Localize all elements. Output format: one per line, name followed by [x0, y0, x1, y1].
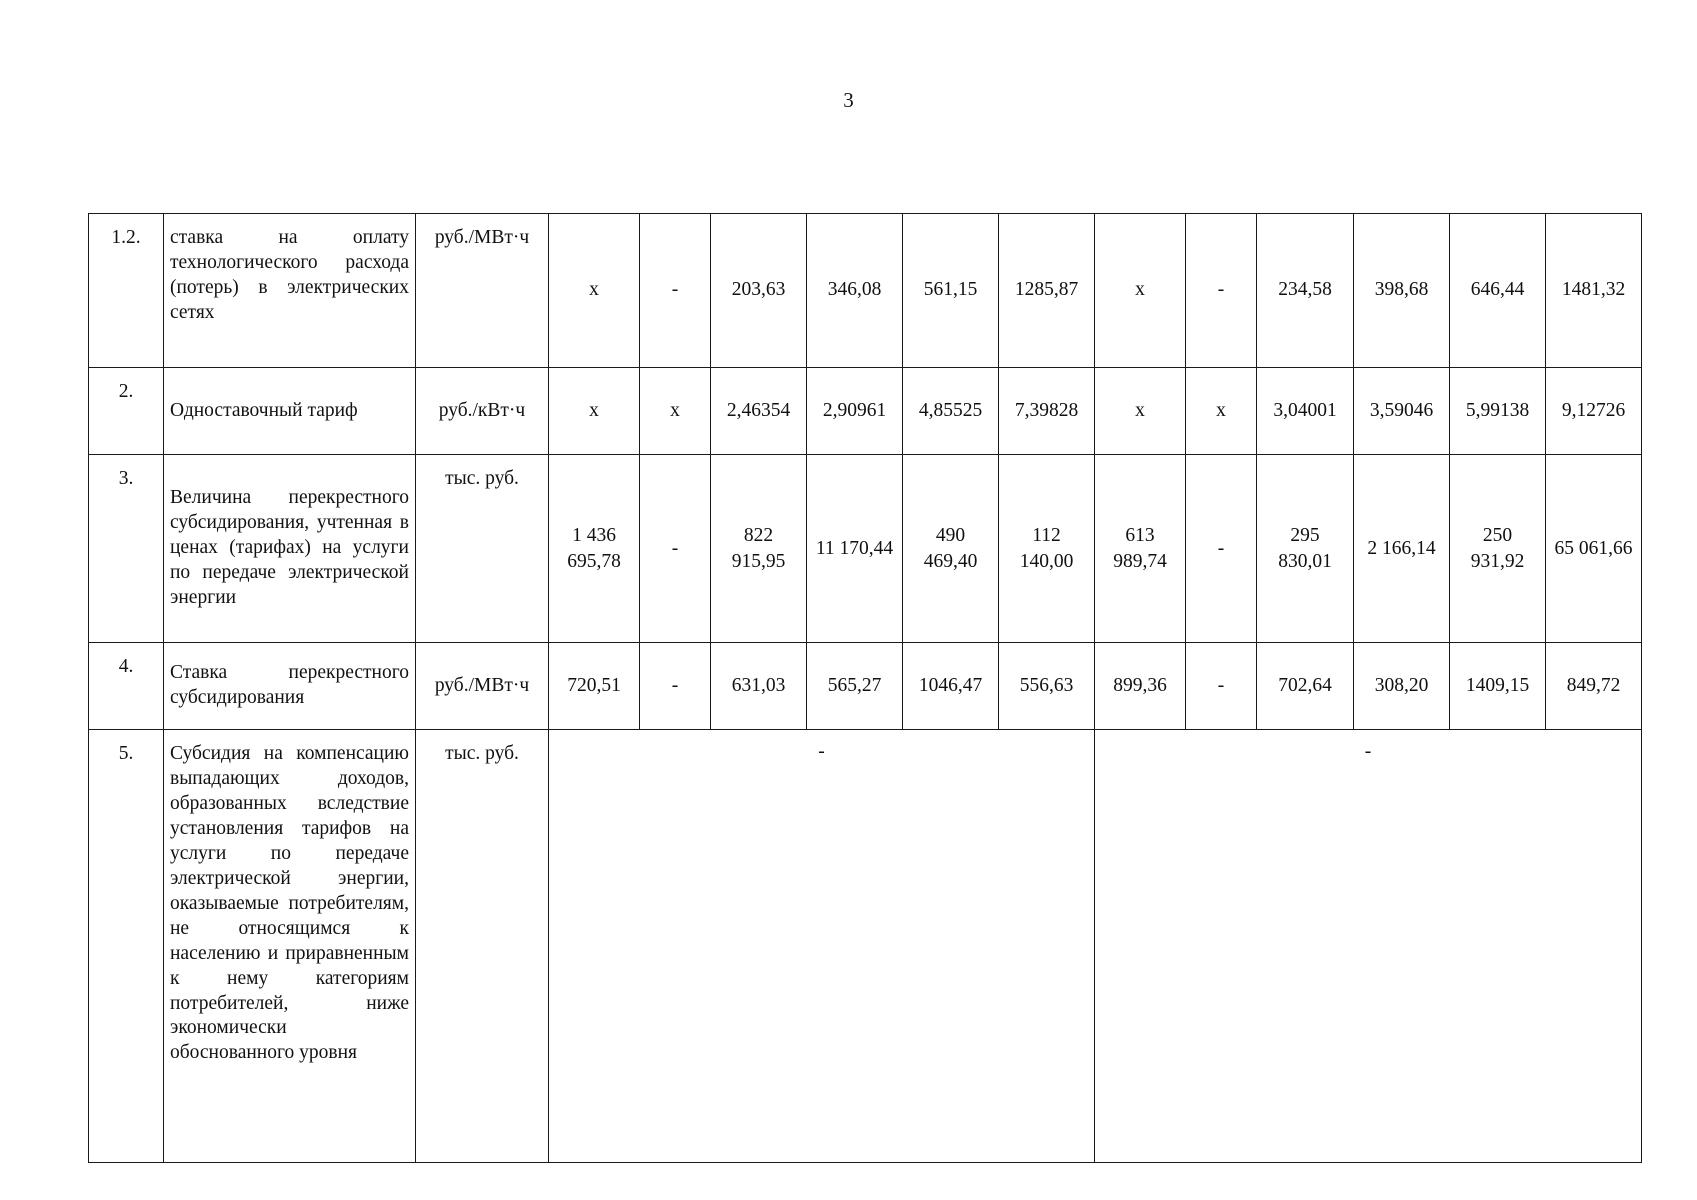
row-description: Ставка перекрестного субсидирования — [164, 643, 416, 730]
value-cell: 3,04001 — [1257, 368, 1354, 455]
row-number: 3. — [89, 455, 164, 643]
row-description: Величина перекрестного субсидирования, учтенная в ценах (тарифах) на услуги по передаче электрической энергии — [164, 455, 416, 643]
value-cell: - — [640, 643, 711, 730]
row-number: 2. — [89, 368, 164, 455]
value-cell: 849,72 — [1546, 643, 1642, 730]
row-unit: тыс. руб. — [416, 455, 549, 643]
merged-value-cell: - — [549, 730, 1095, 1163]
value-cell: 1046,47 — [903, 643, 999, 730]
tariff-table — [88, 213, 1642, 1163]
value-cell: 250 931,92 — [1450, 455, 1546, 643]
value-cell: 702,64 — [1257, 643, 1354, 730]
value-cell: 65 061,66 — [1546, 455, 1642, 643]
row-unit: руб./МВт·ч — [416, 643, 549, 730]
value-cell: х — [549, 214, 640, 368]
value-cell: - — [1186, 214, 1257, 368]
value-cell: - — [640, 214, 711, 368]
table-row — [89, 730, 1642, 1163]
value-cell: х — [640, 368, 711, 455]
value-cell: 490 469,40 — [903, 455, 999, 643]
table-row — [89, 214, 1642, 368]
value-cell: - — [1186, 643, 1257, 730]
table-row — [89, 643, 1642, 730]
value-cell: 308,20 — [1354, 643, 1450, 730]
value-cell: 2 166,14 — [1354, 455, 1450, 643]
value-cell: 646,44 — [1450, 214, 1546, 368]
value-cell: 2,46354 — [711, 368, 807, 455]
value-cell: - — [1186, 455, 1257, 643]
value-cell: 346,08 — [807, 214, 903, 368]
row-description: Одноставочный тариф — [164, 368, 416, 455]
value-cell: х — [549, 368, 640, 455]
table-row — [89, 368, 1642, 455]
value-cell: 613 989,74 — [1095, 455, 1186, 643]
value-cell: 234,58 — [1257, 214, 1354, 368]
row-number: 1.2. — [89, 214, 164, 368]
value-cell: 5,99138 — [1450, 368, 1546, 455]
row-number: 5. — [89, 730, 164, 1163]
value-cell: 2,90961 — [807, 368, 903, 455]
value-cell: х — [1095, 368, 1186, 455]
value-cell: 9,12726 — [1546, 368, 1642, 455]
value-cell: 720,51 — [549, 643, 640, 730]
value-cell: 11 170,44 — [807, 455, 903, 643]
value-cell: 1285,87 — [999, 214, 1095, 368]
row-description: ставка на оплату технологического расхода (потерь) в электрических сетях — [164, 214, 416, 368]
value-cell: 822 915,95 — [711, 455, 807, 643]
value-cell: 631,03 — [711, 643, 807, 730]
row-description: Субсидия на компенсацию выпадающих доходов, образованных вследствие установления тарифов на услуги по передаче электрической энергии, оказываемые потребителям, не относящимся к населению и приравненным к нему категориям потребителей, ниже экономически обоснованного уровня — [164, 730, 416, 1163]
value-cell: 556,63 — [999, 643, 1095, 730]
row-number: 4. — [89, 643, 164, 730]
row-unit: руб./МВт·ч — [416, 214, 549, 368]
merged-value-cell: - — [1095, 730, 1642, 1163]
value-cell: 1 436 695,78 — [549, 455, 640, 643]
value-cell: 565,27 — [807, 643, 903, 730]
value-cell: - — [640, 455, 711, 643]
value-cell: 4,85525 — [903, 368, 999, 455]
value-cell: 7,39828 — [999, 368, 1095, 455]
value-cell: х — [1095, 214, 1186, 368]
value-cell: х — [1186, 368, 1257, 455]
page-number: 3 — [843, 88, 854, 112]
value-cell: 1409,15 — [1450, 643, 1546, 730]
value-cell: 295 830,01 — [1257, 455, 1354, 643]
row-unit: тыс. руб. — [416, 730, 549, 1163]
value-cell: 561,15 — [903, 214, 999, 368]
table-row — [89, 455, 1642, 643]
value-cell: 3,59046 — [1354, 368, 1450, 455]
value-cell: 1481,32 — [1546, 214, 1642, 368]
row-unit: руб./кВт·ч — [416, 368, 549, 455]
value-cell: 112 140,00 — [999, 455, 1095, 643]
value-cell: 899,36 — [1095, 643, 1186, 730]
value-cell: 203,63 — [711, 214, 807, 368]
value-cell: 398,68 — [1354, 214, 1450, 368]
